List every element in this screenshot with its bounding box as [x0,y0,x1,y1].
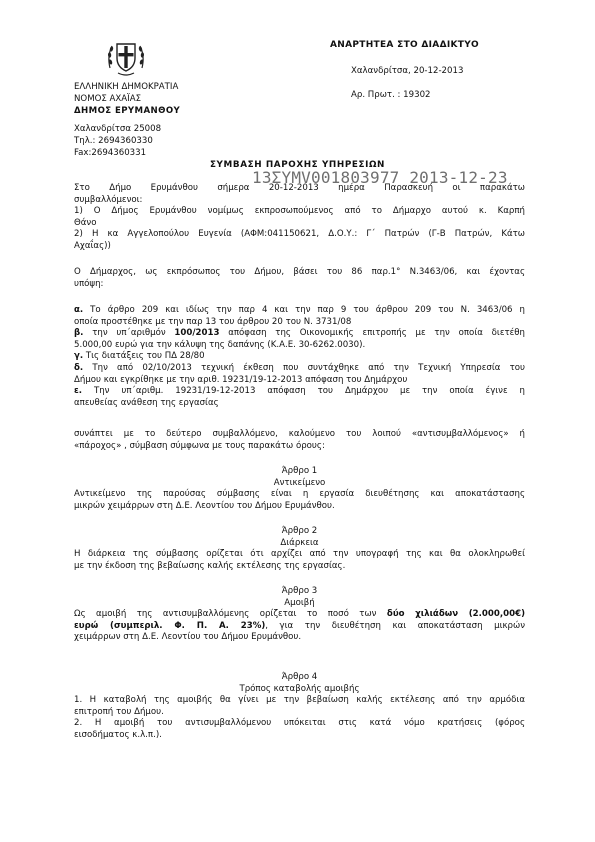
protocol-number: Αρ. Πρωτ. : 19302 [351,90,431,100]
municipality-label: ΔΗΜΟΣ ΕΡΥΜΑΝΘΟΥ [74,106,181,116]
fax-line: Fax:2694360331 [74,148,147,158]
consideration-c: γ. Τις διατάξεις του ΠΔ 28/80 [74,351,205,362]
party-2-line: 2) Η κα Αγγελοπούλου Ευγενία (ΑΦΜ:041150621, Δ.Ο.Υ.: Γ΄ Πατρών (Γ-Β Πατρών, Κάτω [74,229,525,240]
consideration-e: ε. Την υπ΄αριθμ. 19231/19-12-2013 απόφαση του Δημάρχου με την οποία έγινε η [74,386,525,397]
article-line: Αντικείμενο της παρούσας σύμβασης είναι η εργασία διευθέτησης και αποκατάστασης [74,489,525,500]
considerations-list [74,305,525,409]
item-marker: γ. [74,351,84,362]
party-1-line: Θάνο [74,217,97,228]
consideration-b-cont: 5.000,00 ευρώ για την κάλυψη της δαπάνης (Κ.Α.Ε. 30-6262.0030). [74,339,366,350]
consideration-a-cont: οποία προστέθηκε με την παρ 13 του άρθρου 20 του Ν. 3731/08 [74,316,352,327]
article-1 [74,466,525,512]
article-line: 2. Η αμοιβή του αντισυμβαλλόμενου υπόκειται στις κατά νόμο κρατήσεις (φόρος [74,718,525,729]
greek-coat-of-arms-emblem [106,38,146,78]
prefecture-label: ΝΟΜΟΣ ΑΧΑΪΑΣ [74,94,142,104]
document-title: ΣΥΜΒΑΣΗ ΠΑΡΟΧΗΣ ΥΠΗΡΕΣΙΩΝ [209,160,386,170]
item-marker: α. [74,305,84,315]
article-number: Άρθρο 4 [281,672,318,682]
article-line: Ως αμοιβή της αντισυμβαλλόμενης ορίζεται το ποσό των δύο χιλιάδων (2.000,00€) [74,609,525,620]
article-2 [74,526,525,572]
consideration-e-cont: απευθείας ανάθεση της εργασίας [74,397,219,408]
decision-number: 100/2013 [174,328,220,339]
agreement-paragraph [74,429,525,452]
intro-line: Στο Δήμο Ερυμάνθου σήμερα 20-12-2013 ημέρα Παρασκευή οι παρακάτω [74,183,525,193]
issuer-block [74,82,180,118]
article-title: Αντικείμενο [273,477,326,488]
item-marker: δ. [74,362,84,373]
article-4 [74,672,525,742]
document-id-watermark: 13ΣΥΜV001803977 2013-12-23 [252,168,508,187]
article-line: Η διάρκεια της σύμβασης ορίζεται ότι αρχίζει από την υπογραφή της και θα ολοκληρωθεί [74,549,525,560]
article-line: με την έκδοση της βεβαίωσης καλής εκτέλεσης της εργασίας. [74,560,346,571]
item-marker: ε. [74,386,83,397]
article-line: ευρώ (συμπεριλ. Φ. Π. Α. 23%), για την διευθέτηση και αποκατάσταση μικρών [74,620,525,631]
consideration-d: δ. Την από 02/10/2013 τεχνική έκθεση που συντάχθηκε από την Τεχνική Υπηρεσία του [74,362,525,373]
article-line: μικρών χειμάρρων στη Δ.Ε. Λεοντίου του Δήμου Ερυμάνθου. [74,500,335,511]
party-2-line: Αχαΐας)) [74,240,111,251]
article-3 [74,586,525,644]
amount-vat: ευρώ (συμπεριλ. Φ. Π. Α. 23%) [74,620,266,631]
contact-block [74,124,161,160]
article-number: Άρθρο 1 [281,466,318,476]
amount-words: δύο χιλιάδων (2.000,00€) [386,609,525,620]
article-line: χειμάρρων στη Δ.Ε. Λεοντίου του Δήμου Ερυμάνθου. [74,632,302,643]
phone-line: Τηλ.: 2694360330 [74,136,153,146]
consideration-a: α. Το άρθρο 209 και ιδίως την παρ 4 και την παρ 9 του άρθρου 209 του Ν. 3463/06 η [74,305,525,315]
consideration-b: β. την υπ΄αριθμόν 100/2013 απόφαση της Οικονομικής επιτροπής με την οποία διετέθη [74,328,525,339]
article-title: Αμοιβή [284,597,315,608]
posted-online-label: ΑΝΑΡΤΗΤΕΑ ΣΤΟ ΔΙΑΔΙΚΤΥΟ [330,40,479,50]
mayor-line: Ο Δήμαρχος, ως εκπρόσωπος του Δήμου, βάσει του 86 παρ.1° Ν.3463/06, και έχοντας [74,267,525,277]
place-date: Χαλανδρίτσα, 20-12-2013 [351,66,464,76]
consideration-d-cont: Δήμου και εγκρίθηκε με την αριθ. 19231/19-12-2013 απόφαση του Δημάρχου [74,374,408,385]
mayor-line: υπόψη: [74,278,104,289]
article-number: Άρθρο 2 [281,526,318,536]
agreement-line: συνάπτει με το δεύτερο συμβαλλόμενο, καλούμενο του λοιπού «αντισυμβαλλόμενος» ή [74,429,525,439]
republic-label: ΕΛΛΗΝΙΚΗ ΔΗΜΟΚΡΑΤΙΑ [74,82,179,92]
party-1-line: 1) Ο Δήμος Ερυμάνθου νομίμως εκπροσωπούμενος από το Δήμαρχο αυτού κ. Καρπή [74,206,525,217]
intro-line: συμβαλλόμενοι: [74,194,143,205]
article-title: Διάρκεια [280,537,319,548]
item-marker: β. [74,328,84,339]
article-line: εισοδήματος κ.λ.π.). [74,729,162,740]
article-line: 1. Η καταβολή της αμοιβής θα γίνει με την βεβαίωση καλής εκτέλεσης από την αρμόδια [74,695,525,706]
intro-paragraph [74,183,525,253]
agreement-line: «πάροχος» , σύμβαση σύμφωνα με τους παρακάτω όρους: [74,440,325,451]
address-line: Χαλανδρίτσα 25008 [74,124,162,134]
article-title: Τρόπος καταβολής αμοιβής [239,683,360,694]
article-number: Άρθρο 3 [281,586,318,596]
mayor-paragraph [74,267,525,290]
article-line: επιτροπή του Δήμου. [74,706,164,717]
